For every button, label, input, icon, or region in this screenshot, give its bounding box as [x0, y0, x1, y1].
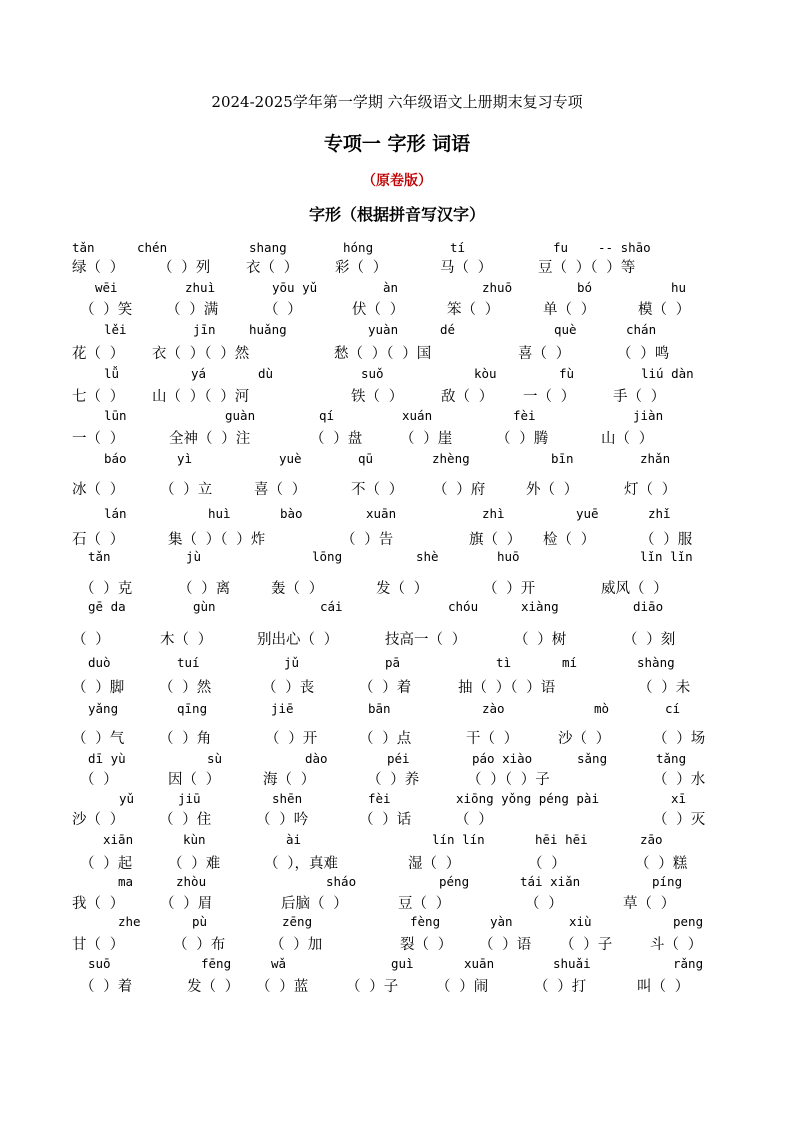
pinyin-text: tǎn — [72, 240, 95, 255]
pinyin-text: suō — [88, 956, 111, 971]
word-blank: （ ）开 — [483, 581, 536, 597]
pinyin-text: liú dàn — [641, 366, 694, 381]
pinyin-text: cí — [665, 701, 681, 716]
pinyin-text: lōng — [312, 549, 343, 564]
pinyin-text: píng — [652, 874, 683, 889]
word-blank: 山（ ） — [601, 431, 654, 447]
pinyin-text: zào — [482, 701, 505, 716]
word-blank: 斗（ ） — [650, 937, 703, 953]
pinyin-text: lǚ — [104, 366, 120, 381]
word-blank: （ ）笑 — [80, 302, 133, 318]
hanzi-row — [0, 478, 794, 500]
pinyin-text: tuí — [177, 655, 200, 670]
pinyin-text: jiū — [178, 791, 201, 806]
pinyin-text: páo xiào — [472, 751, 533, 766]
pinyin-text: ài — [286, 832, 302, 847]
word-blank: （ ）府 — [433, 482, 486, 498]
word-blank: （ ）（ ）子 — [467, 772, 550, 788]
word-blank: 因（ ） — [168, 772, 221, 788]
pinyin-text: shàng — [637, 655, 675, 670]
pinyin-text: diāo — [633, 599, 664, 614]
word-blank: 叫（ ） — [637, 979, 690, 995]
pinyin-row — [0, 701, 794, 723]
word-blank: （ ）刻 — [623, 632, 676, 648]
pinyin-text: xiàng — [521, 599, 559, 614]
word-blank: 检（ ） — [543, 532, 596, 548]
section-title: 字形（根据拼音写汉字） — [308, 205, 485, 224]
word-blank: 外（ ） — [526, 482, 579, 498]
word-blank: 花（ ） — [72, 346, 125, 362]
hanzi-row — [0, 768, 794, 790]
word-blank: （ ）布 — [173, 937, 226, 953]
word-blank: （ ）树 — [514, 632, 567, 648]
pinyin-text: qīng — [177, 701, 208, 716]
word-blank: 豆（ ）（ ）等 — [538, 260, 636, 276]
pinyin-text: báo — [104, 451, 127, 466]
pinyin-text: peng — [673, 914, 704, 929]
pinyin-text: lín lín — [432, 832, 485, 847]
word-blank: （ ）闹 — [436, 979, 489, 995]
pinyin-text: zhòu — [176, 874, 207, 889]
pinyin-text: jiē — [271, 701, 294, 716]
word-blank: （ ）丧 — [262, 680, 315, 696]
word-blank: 伏（ ） — [352, 302, 405, 318]
pinyin-text: huì — [208, 506, 231, 521]
pinyin-text: chán — [626, 322, 657, 337]
word-blank: 集（ ）（ ）炸 — [168, 532, 266, 548]
word-blank: 笨（ ） — [447, 302, 500, 318]
pinyin-text: xuān — [366, 506, 397, 521]
word-blank: （ ）角 — [159, 731, 212, 747]
pinyin-text: kòu — [474, 366, 497, 381]
pinyin-text: dào — [305, 751, 328, 766]
pinyin-text: suǒ — [361, 366, 384, 381]
word-blank: 石（ ） — [72, 532, 125, 548]
word-blank: （ ）气 — [72, 731, 125, 747]
hanzi-row — [0, 676, 794, 698]
hanzi-row — [0, 385, 794, 407]
pinyin-text: zhì — [482, 506, 505, 521]
pinyin-text: hu — [671, 280, 687, 295]
pinyin-row — [0, 832, 794, 854]
word-blank: （ ） — [80, 772, 118, 788]
pinyin-text: tì — [496, 655, 512, 670]
pinyin-text: xiù — [569, 914, 592, 929]
pinyin-text: kùn — [183, 832, 206, 847]
pinyin-text: lǐn lǐn — [640, 549, 693, 564]
word-blank: （ ）服 — [640, 532, 693, 548]
pinyin-text: duò — [88, 655, 111, 670]
pinyin-text: qí — [319, 408, 335, 423]
word-blank: 喜（ ） — [518, 346, 571, 362]
pinyin-text: gùn — [193, 599, 216, 614]
word-blank: （ ）吟 — [256, 812, 309, 828]
hanzi-row — [0, 892, 794, 914]
pinyin-text: péi — [387, 751, 410, 766]
word-blank: 一（ ） — [523, 389, 576, 405]
word-blank: 轰（ ） — [271, 581, 324, 597]
word-blank: 全神（ ）注 — [169, 431, 251, 447]
word-blank: 别出心（ ） — [257, 632, 339, 648]
word-blank: （ ）鸣 — [617, 346, 670, 362]
word-blank: 绿（ ） — [72, 260, 125, 276]
hanzi-row — [0, 933, 794, 955]
pinyin-text: shuǎi — [553, 956, 591, 971]
word-blank: 技高一（ ） — [385, 632, 467, 648]
word-blank: （ ）点 — [359, 731, 412, 747]
pinyin-text: hēi hēi — [535, 832, 588, 847]
pinyin-text: bān — [368, 701, 391, 716]
word-blank: 衣（ ） — [246, 260, 299, 276]
pinyin-text: lūn — [104, 408, 127, 423]
pinyin-text: lěi — [104, 322, 127, 337]
version-label: （原卷版） — [362, 173, 432, 189]
word-blank: 甘（ ） — [72, 937, 125, 953]
pinyin-text: xiōng yǒng péng pài — [456, 791, 599, 806]
pinyin-text: wǎ — [271, 956, 287, 971]
pinyin-text: tái xiǎn — [520, 874, 581, 889]
pinyin-text: yì — [177, 451, 193, 466]
word-blank: （ ）列 — [158, 260, 211, 276]
pinyin-text: sǎng — [577, 751, 608, 766]
word-blank: 裂（ ） — [400, 937, 453, 953]
hanzi-row — [0, 808, 794, 830]
word-blank: （ ），真难 — [264, 856, 338, 872]
hanzi-row — [0, 298, 794, 320]
pinyin-text: què — [554, 322, 577, 337]
pinyin-text: àn — [383, 280, 399, 295]
pinyin-text: yǔ — [119, 791, 135, 806]
pinyin-text: shang — [249, 240, 287, 255]
pinyin-text: zhǎn — [640, 451, 671, 466]
pinyin-text: xī — [671, 791, 687, 806]
pinyin-text: pā — [385, 655, 401, 670]
word-blank: 草（ ） — [623, 896, 676, 912]
hanzi-row — [0, 342, 794, 364]
pinyin-text: tǎng — [656, 751, 687, 766]
word-blank: 沙（ ） — [72, 812, 125, 828]
word-blank: 旗（ ） — [469, 532, 522, 548]
word-blank: （ ）克 — [80, 581, 133, 597]
pinyin-text: tí — [450, 240, 466, 255]
word-blank: （ ）脚 — [72, 680, 125, 696]
word-blank: 一（ ） — [72, 431, 125, 447]
word-blank: （ ）未 — [638, 680, 691, 696]
word-blank: （ ） — [72, 632, 110, 648]
word-blank: （ ） — [455, 812, 493, 828]
hanzi-row — [0, 577, 794, 599]
word-blank: 干（ ） — [466, 731, 519, 747]
word-blank: 我（ ） — [72, 896, 125, 912]
pinyin-text: fèi — [513, 408, 536, 423]
word-blank: （ ）住 — [159, 812, 212, 828]
pinyin-text: bó — [577, 280, 593, 295]
pinyin-text: jǔ — [284, 655, 300, 670]
pinyin-text: pù — [192, 914, 208, 929]
hanzi-row — [0, 427, 794, 449]
pinyin-text: rǎng — [673, 956, 704, 971]
pinyin-text: jīn — [193, 322, 216, 337]
exam-header: 2024-2025学年第一学期 六年级语文上册期末复习专项 — [211, 93, 583, 111]
pinyin-row — [0, 655, 794, 677]
word-blank: 冰（ ） — [72, 482, 125, 498]
pinyin-text: qū — [358, 451, 374, 466]
word-blank: 发（ ） — [187, 979, 240, 995]
page-title: 专项一 字形 词语 — [323, 133, 471, 155]
pinyin-text: zhèng — [432, 451, 470, 466]
pinyin-text: gē da — [88, 599, 126, 614]
word-blank: 山（ ）（ ）河 — [152, 389, 250, 405]
word-blank: 马（ ） — [440, 260, 493, 276]
word-blank: （ ）语 — [479, 937, 532, 953]
pinyin-text: xuán — [402, 408, 433, 423]
word-blank: （ ）起 — [80, 856, 133, 872]
word-blank: 海（ ） — [263, 772, 316, 788]
pinyin-text: sháo — [326, 874, 357, 889]
pinyin-text: zēng — [282, 914, 313, 929]
word-blank: （ ） — [528, 856, 566, 872]
word-blank: （ ）告 — [341, 532, 394, 548]
word-blank: （ ）加 — [270, 937, 323, 953]
word-blank: 七（ ） — [72, 389, 125, 405]
pinyin-text: guì — [391, 956, 414, 971]
pinyin-text: xiān — [103, 832, 134, 847]
pinyin-text: guàn — [225, 408, 256, 423]
pinyin-text: cái — [320, 599, 343, 614]
word-blank: 威风（ ） — [601, 581, 668, 597]
word-blank: 敌（ ） — [441, 389, 494, 405]
pinyin-text: zhe — [118, 914, 141, 929]
word-blank: （ ）立 — [160, 482, 213, 498]
word-blank: （ ）满 — [166, 302, 219, 318]
pinyin-row — [0, 506, 794, 528]
pinyin-text: wēi — [95, 280, 118, 295]
pinyin-text: sù — [207, 751, 223, 766]
pinyin-text: huō — [497, 549, 520, 564]
word-blank: 灯（ ） — [624, 482, 677, 498]
pinyin-text: mò — [594, 701, 610, 716]
pinyin-text: péng — [439, 874, 470, 889]
word-blank: 衣（ ）（ ）然 — [152, 346, 250, 362]
word-blank: （ ）水 — [653, 772, 706, 788]
word-blank: 单（ ） — [543, 302, 596, 318]
word-blank: （ ）崖 — [400, 431, 453, 447]
pinyin-text: zhuō — [482, 280, 513, 295]
word-blank: （ ）然 — [159, 680, 212, 696]
pinyin-row — [0, 549, 794, 571]
pinyin-text: yōu yǔ — [272, 280, 318, 295]
word-blank: （ ）糕 — [635, 856, 688, 872]
pinyin-text: fēng — [201, 956, 232, 971]
pinyin-text: dé — [440, 322, 456, 337]
pinyin-text: jiàn — [633, 408, 664, 423]
pinyin-text: shè — [416, 549, 439, 564]
pinyin-text: fèng — [410, 914, 441, 929]
word-blank: （ ） — [264, 302, 302, 318]
pinyin-text: yuàn — [368, 322, 399, 337]
word-blank: （ ）腾 — [496, 431, 549, 447]
hanzi-row — [0, 528, 794, 550]
pinyin-text: bīn — [551, 451, 574, 466]
word-blank: （ ）眉 — [160, 896, 213, 912]
pinyin-text: yuē — [576, 506, 599, 521]
word-blank: 后脑（ ） — [281, 896, 348, 912]
word-blank: 愁（ ）（ ）国 — [334, 346, 432, 362]
pinyin-row — [0, 451, 794, 473]
word-blank: （ ）着 — [359, 680, 412, 696]
pinyin-text: fù — [559, 366, 575, 381]
word-blank: （ ）难 — [168, 856, 221, 872]
hanzi-row — [0, 628, 794, 650]
pinyin-text: yuè — [279, 451, 302, 466]
pinyin-text: bào — [280, 506, 303, 521]
word-blank: 湿（ ） — [408, 856, 461, 872]
word-blank: 彩（ ） — [335, 260, 388, 276]
word-blank: （ ）开 — [265, 731, 318, 747]
pinyin-text: huǎng — [249, 322, 287, 337]
pinyin-text: ‐‐ shāo — [598, 240, 651, 255]
pinyin-text: dī yù — [88, 751, 126, 766]
pinyin-text: chén — [137, 240, 168, 255]
pinyin-text: yá — [191, 366, 207, 381]
word-blank: 手（ ） — [613, 389, 666, 405]
pinyin-text: jù — [186, 549, 202, 564]
word-blank: （ ）蓝 — [256, 979, 309, 995]
pinyin-text: dù — [258, 366, 274, 381]
hanzi-row — [0, 975, 794, 997]
hanzi-row — [0, 256, 794, 278]
word-blank: 铁（ ） — [351, 389, 404, 405]
word-blank: 沙（ ） — [558, 731, 611, 747]
word-blank: 木（ ） — [160, 632, 213, 648]
hanzi-row — [0, 852, 794, 874]
pinyin-text: fu — [553, 240, 569, 255]
word-blank: （ ）子 — [560, 937, 613, 953]
pinyin-text: mí — [562, 655, 578, 670]
word-blank: （ ）场 — [653, 731, 706, 747]
pinyin-text: zhǐ — [648, 506, 671, 521]
hanzi-row — [0, 727, 794, 749]
pinyin-text: yàn — [490, 914, 513, 929]
word-blank: 不（ ） — [351, 482, 404, 498]
word-blank: （ ）子 — [346, 979, 399, 995]
pinyin-text: zāo — [640, 832, 663, 847]
pinyin-text: zhuì — [185, 280, 216, 295]
pinyin-text: lán — [104, 506, 127, 521]
word-blank: 抽（ ）（ ）语 — [458, 680, 556, 696]
word-blank: （ ）养 — [367, 772, 420, 788]
pinyin-text: xuān — [464, 956, 495, 971]
word-blank: 发（ ） — [376, 581, 429, 597]
word-blank: （ ）盘 — [310, 431, 363, 447]
pinyin-text: yǎng — [88, 701, 119, 716]
word-blank: （ ）话 — [359, 812, 412, 828]
word-blank: 模（ ） — [638, 302, 691, 318]
pinyin-text: shēn — [272, 791, 303, 806]
pinyin-text: tǎn — [88, 549, 111, 564]
word-blank: （ ）离 — [178, 581, 231, 597]
pinyin-row — [0, 599, 794, 621]
word-blank: 喜（ ） — [254, 482, 307, 498]
pinyin-text: hóng — [343, 240, 374, 255]
word-blank: （ ）灭 — [653, 812, 706, 828]
word-blank: （ ）打 — [534, 979, 587, 995]
pinyin-text: ma — [118, 874, 134, 889]
pinyin-row — [0, 322, 794, 344]
word-blank: （ ） — [525, 896, 563, 912]
word-blank: 豆（ ） — [398, 896, 451, 912]
pinyin-text: chóu — [448, 599, 479, 614]
word-blank: （ ）着 — [80, 979, 133, 995]
pinyin-text: fèi — [368, 791, 391, 806]
